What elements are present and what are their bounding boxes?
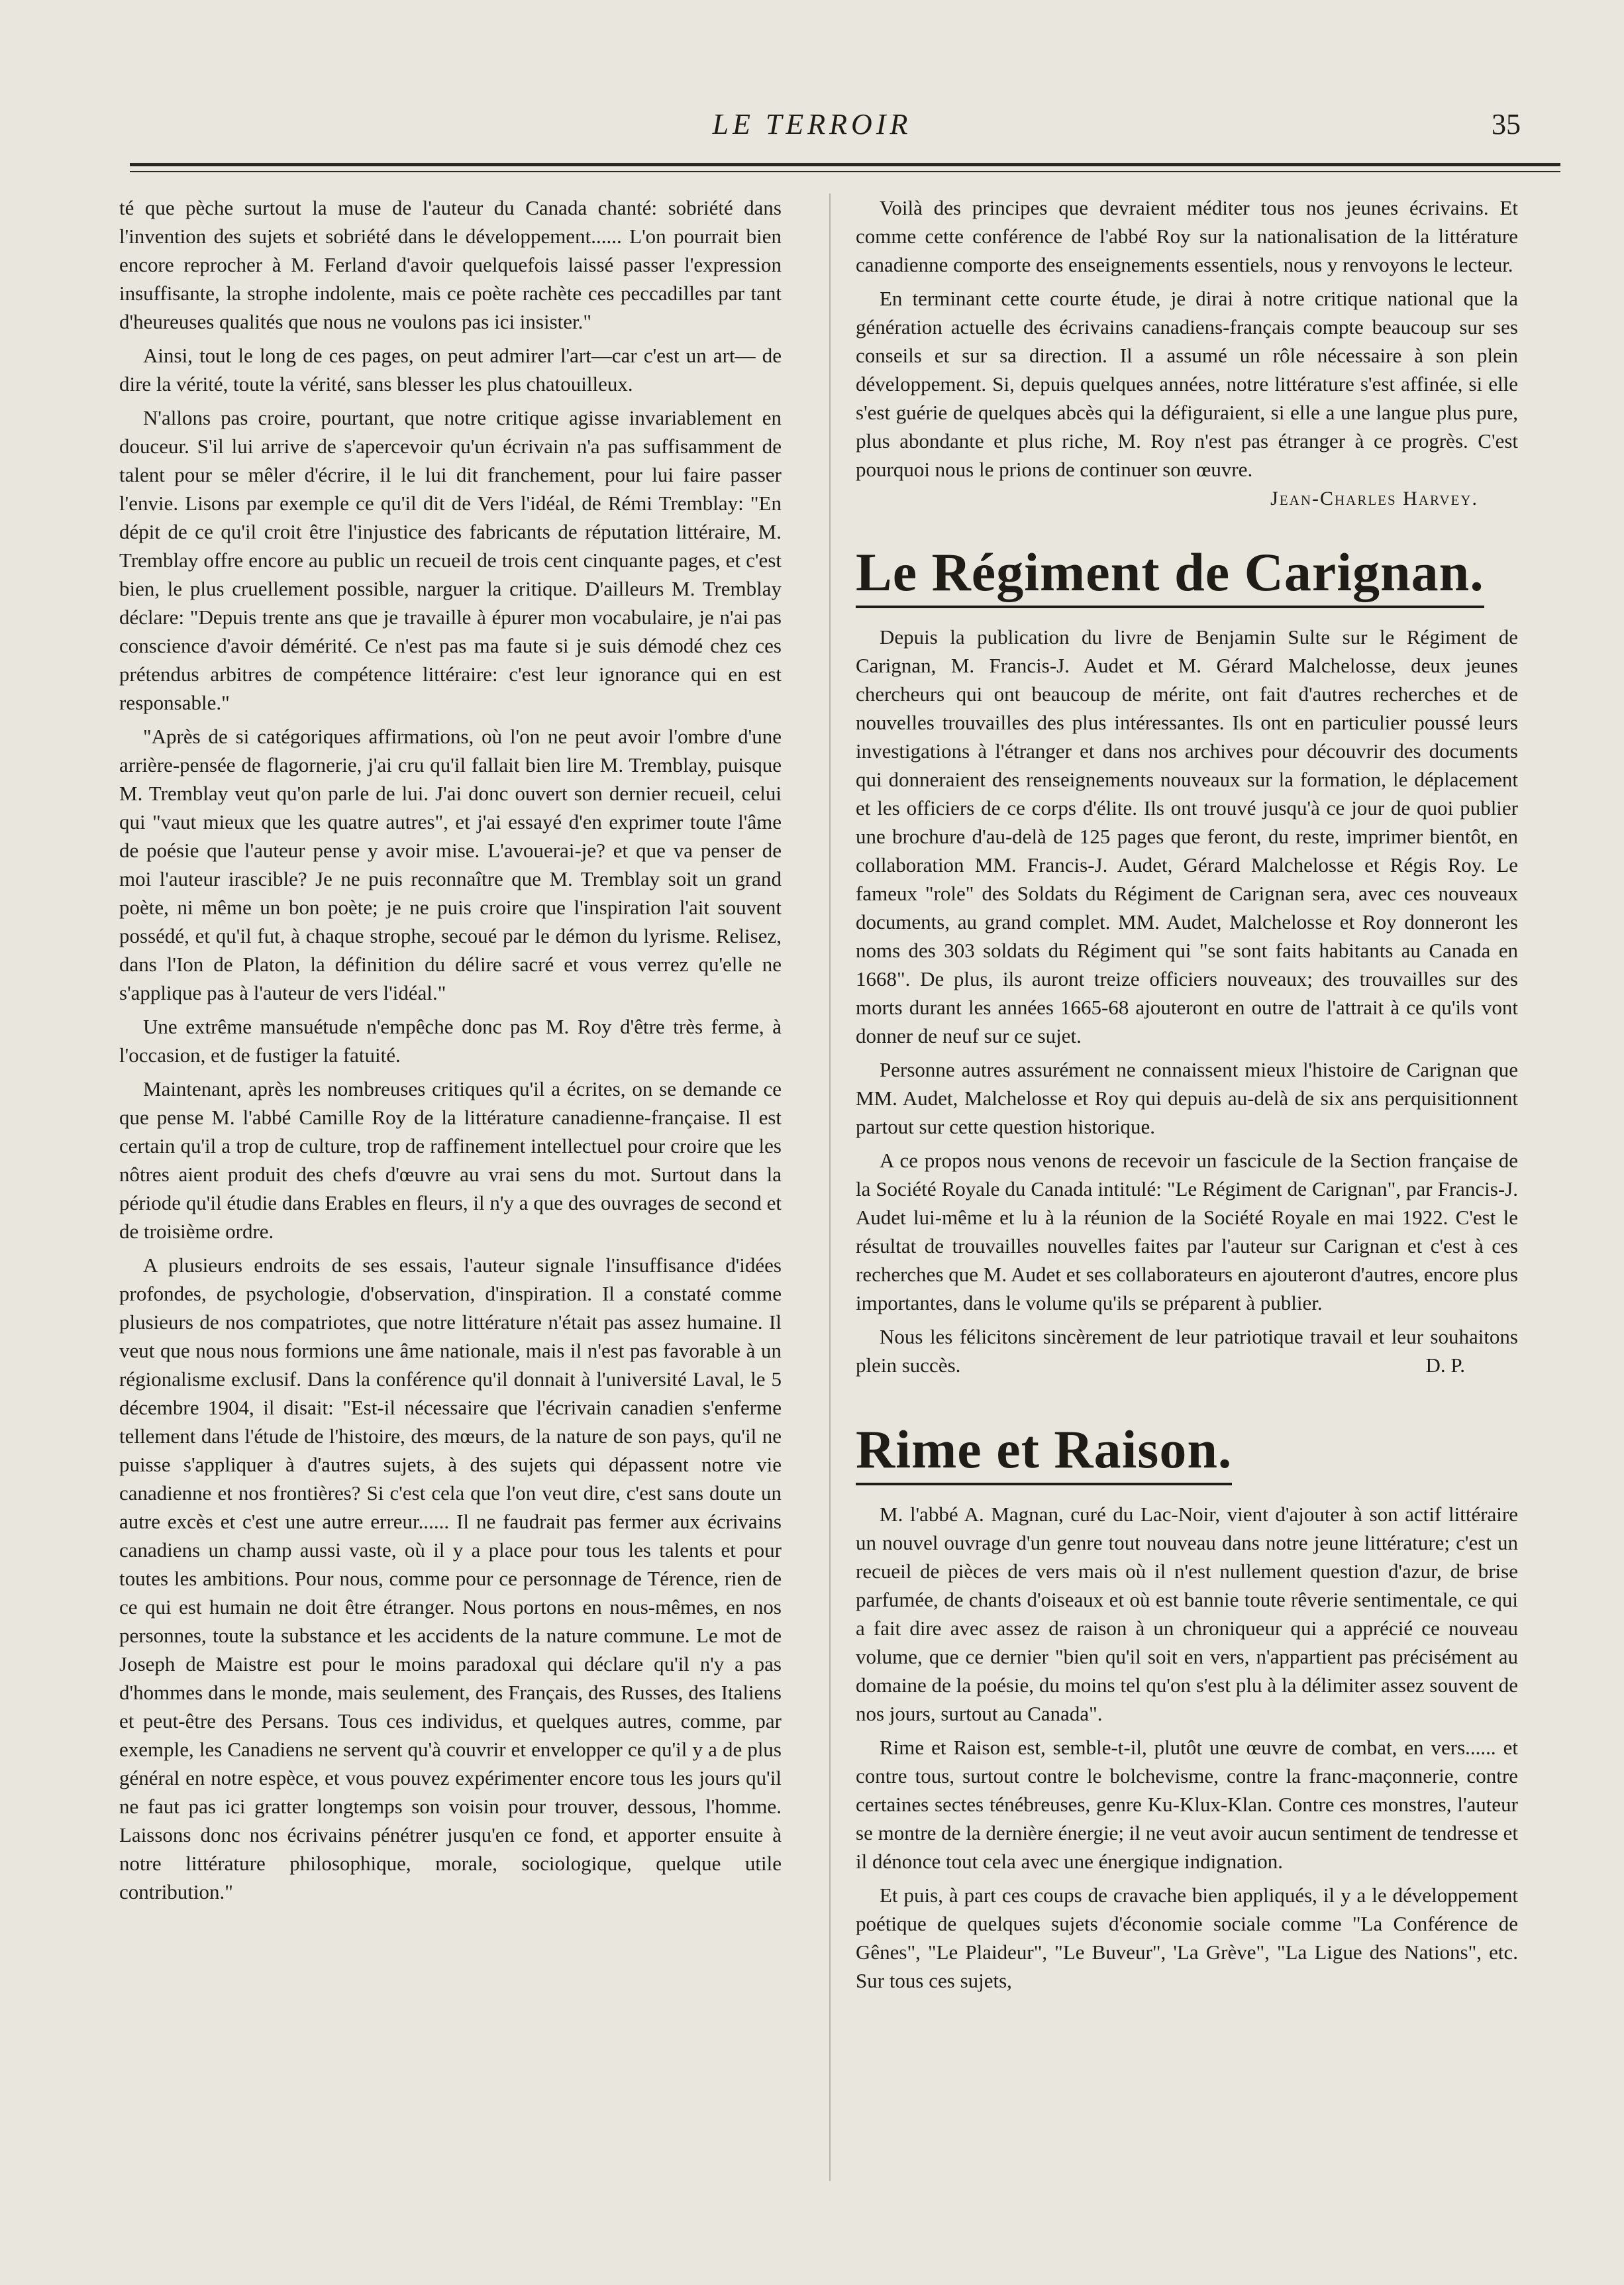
paragraph: M. l'abbé A. Magnan, curé du Lac-Noir, vient d'ajouter à son actif littéraire un nouvel ouvrage d'un genre tout nouveau dans notre jeune littérature; c'est un recueil de pièces de vers mais où il n'est nullement question d'azur, de brise parfumée, de chants d'oiseaux et où est bannie toute rêverie sentimentale, ce qui a fait dire avec assez de raison à un chroniqueur qui a apprécié ce nouveau volume, que ce dernier "bien qu'il soit en vers, n'appartient pas précisément au domaine de la poésie, du moins tel qu'on s'est plu à la délimiter assez souvent de nos jours, surtout au Canada". [856, 1503, 1518, 1725]
running-header [0, 0, 1624, 179]
paragraph-with-signature [856, 1322, 1518, 1379]
column-divider [829, 193, 831, 2181]
paragraph: "Après de si catégoriques affirmations, où l'on ne peut avoir l'ombre d'une arrière-pensée de flagornerie, j'ai cru qu'il fallait bien lire M. Tremblay, puisque M. Tremblay veut qu'on parle de lui. J'ai donc ouvert son dernier recueil, celui qui "vaut mieux que les quatre autres", et j'ai essayé d'en exprimer toute l'âme de poésie que l'auteur pense y avoir mise. L'avouerai-je? et que va penser de moi l'auteur irascible? Je ne puis reconnaître que M. Tremblay soit un grand poète, ni même un bon poète; je ne puis croire que l'inspiration l'ait souvent possédé, et qu'il fut, à chaque strophe, secoué par le démon du lyrisme. Relisez, dans l'Ion de Platon, la définition du délire sacré et vous verrez qu'elle ne s'applique pas à l'auteur de vers l'idéal." [119, 725, 782, 1004]
article-heading-carignan: Le Régiment de Carignan. [856, 541, 1484, 608]
paragraph: Rime et Raison est, semble-t-il, plutôt une œuvre de combat, en vers...... et contre tous, surtout contre le bolchevisme, contre la franc-maçonnerie, contre certaines sectes ténébreuses, genre Ku-Klux-Klan. Contre ces monstres, l'auteur se montre de la dernière énergie; il ne veut avoir aucun sentiment de tendresse et il dénonce tout cela avec une énergique indignation. [856, 1736, 1518, 1873]
article-signature: D. P. [1425, 1354, 1465, 1377]
journal-title: LE TERROIR [712, 108, 912, 140]
paragraph: A plusieurs endroits de ses essais, l'auteur signale l'insuffisance d'idées profondes, de psychologie, d'observation, d'inspiration. Il a constaté comme plusieurs de nos compatriotes, que notre littérature n'était pas assez humaine. Il veut que nous nous formions une âme nationale, mais il n'est pas favorable à un régionalisme exclusif. Dans la conférence qu'il donnait à l'université Laval, le 5 décembre 1904, il disait: "Est-il nécessaire que l'écrivain canadien s'enferme tellement dans l'étude de l'histoire, des mœurs, de la nature de son pays, qu'il ne puisse s'appliquer à d'autres sujets, à des sujets qui dépassent notre vie canadienne et nos frontières? Si c'est cela que l'on veut dire, c'est sans doute un autre excès et c'est une autre erreur...... Il ne faudrait pas fermer aux écrivains canadiens un champ aussi vaste, où il y a place pour tous les talents et pour toutes les ambitions. Pour nous, comme pour ce personnage de Térence, rien de ce qui est humain ne doit être étranger. Nous portons en nous-mêmes, en nos personnes, toute la substance et les accidents de la nature commune. Le mot de Joseph de Maistre est pour le moins paradoxal qui déclare qu'il n'y a pas d'hommes dans le monde, mais seulement, des Français, des Russes, des Italiens et peut-être des Persans. Tous ces individus, et quelques autres, comme, par exemple, les Canadiens ne servent qu'à couvrir et envelopper ce qu'il y a de plus général en notre espèce, et vous pouvez expérimenter encore tous les jours qu'il ne faut pas ici gratter longtemps son voisin pour trouver, dessous, l'homme. Laissons donc nos écrivains pénétrer jusqu'en ce fond, et apporter ensuite à notre littérature philosophique, morale, sociologique, quelque utile contribution." [119, 1253, 782, 1903]
paragraph: Maintenant, après les nombreuses critiques qu'il a écrites, on se demande ce que pense M. l'abbé Camille Roy de la littérature canadienne-française. Il est certain qu'il a trop de culture, trop de raffinement intellectuel pour croire que les nôtres aient produit des chefs d'œuvre au vrai sens du mot. Surtout dans la période qu'il étudie dans Erables en fleurs, il n'y a que des ouvrages de second et de troisième ordre. [119, 1077, 782, 1243]
header-rule-thin [130, 171, 1560, 172]
paragraph: Ainsi, tout le long de ces pages, on peut admirer l'art—car c'est un art— de dire la vérité, toute la vérité, sans blesser les plus chatouilleux. [119, 344, 782, 396]
paragraph: té que pèche surtout la muse de l'auteur du Canada chanté: sobriété dans l'invention des sujets et sobriété dans le développement...... L'on pourrait bien encore reprocher à M. Ferland d'avoir quelquefois laissé passer l'expression insuffisante, la strophe indolente, mais ce poète rachète ces peccadilles par tant d'heureuses qualités que nous ne voulons pas ici insister." [119, 196, 782, 333]
paragraph: Et puis, à part ces coups de cravache bien appliqués, il y a le développement poétique de quelques sujets d'économie sociale comme "La Conférence de Gênes", "Le Plaideur", "Le Buveur", 'La Grève", "La Ligue des Nations", etc. Sur tous ces sujets, [856, 1884, 1518, 1992]
paragraph: Personne autres assurément ne connaissent mieux l'histoire de Carignan que MM. Audet, Malchelosse et Roy qui depuis au-delà de six ans perquisitionnent partout sur cette question historique. [856, 1058, 1518, 1138]
paragraph: En terminant cette courte étude, je dirai à notre critique national que la génération actuelle des écrivains canadiens-français compte beaucoup sur ses conseils et sur sa direction. Il a assumé un rôle nécessaire à son plein développement. Si, depuis quelques années, notre littérature s'est affinée, si elle s'est guérie de quelques abcès qui la défiguraient, si elle a une langue plus pure, plus abondante et plus riche, M. Roy n'est pas étranger à ce progrès. C'est pourquoi nous le prions de continuer son œuvre. [856, 287, 1518, 481]
page-number: 35 [1492, 108, 1521, 140]
header-rule-thick [130, 163, 1560, 166]
paragraph-text: Nous les félicitons sincèrement de leur patriotique travail et leur souhaitons plein succès. [856, 1325, 1518, 1377]
paragraph: Depuis la publication du livre de Benjamin Sulte sur le Régiment de Carignan, M. Francis-J. Audet et M. Gérard Malchelosse, deux jeunes chercheurs qui ont beaucoup de mérite, ont fait d'autres recherches et de nouvelles trouvailles des plus intéressantes. Ils ont en particulier poussé leurs investigations à l'étranger et dans nos archives pour découvrir des documents qui donneraient des renseignements nouveaux sur la formation, le déplacement et les officiers de ce corps d'élite. Ils ont trouvé jusqu'à ce jour de quoi publier une brochure d'au-delà de 125 pages que feront, du reste, imprimer bientôt, en collaboration MM. Francis-J. Audet, Gérard Malchelosse et Régis Roy. Le fameux "role" des Soldats du Régiment de Carignan sera, avec ces nouveaux documents, au grand complet. MM. Audet, Malchelosse et Roy donneront les noms des 303 soldats du Régiment qui "se sont faits habitants au Canada en 1668". De plus, ils auront treize officiers nouveaux; des trouvailles sur des morts durant les années 1665-68 ajouteront en outre de l'attrait à ce qu'ils vont donner de neuf sur ce sujet. [856, 625, 1518, 1047]
paragraph: Une extrême mansuétude n'empêche donc pas M. Roy d'être très ferme, à l'occasion, et de fustiger la fatuité. [119, 1015, 782, 1067]
paragraph: A ce propos nous venons de recevoir un fascicule de la Section française de la Société Royale du Canada intitulé: "Le Régiment de Carignan", par Francis-J. Audet lui-même et lu à la réunion de la Société Royale en mai 1922. C'est le résultat de trouvailles nouvelles faites par l'auteur sur Carignan et c'est à ces recherches que M. Audet et ses collaborateurs en ajouteront d'autres, encore plus importantes, dans le volume qu'ils se préparent à publier. [856, 1149, 1518, 1314]
paragraph: N'allons pas croire, pourtant, que notre critique agisse invariablement en douceur. S'il lui arrive de s'apercevoir qu'un écrivain n'a pas suffisamment de talent pour se mêler d'écrire, il le lui dit franchement, pour lui faire passer l'envie. Lisons par exemple ce qu'il dit de Vers l'idéal, de Rémi Tremblay: "En dépit de ce qu'il croit être l'injustice des fabricants de réputation littéraire, M. Tremblay offre encore au public un recueil de trois cent cinquante pages, et c'est bien, le plus cruellement possible, narguer la critique. D'ailleurs M. Tremblay déclare: "Depuis trente ans que je travaille à épurer mon vocabulaire, je n'ai pas conscience d'avoir démérité. Ce n'est pas ma faute si je suis démodé chez ces prétendus arbitres de compétence littéraire: c'est leur ignorance qui en est responsable." [119, 406, 782, 714]
article-heading-rime-et-raison: Rime et Raison. [856, 1418, 1232, 1485]
left-column [119, 193, 782, 1906]
paragraph: Voilà des principes que devraient méditer tous nos jeunes écrivains. Et comme cette conférence de l'abbé Roy sur la nationalisation de la littérature canadienne comporte des enseignements essentiels, nous y renvoyons le lecteur. [856, 196, 1518, 276]
author-signature: Jean-Charles Harvey. [1270, 488, 1478, 509]
right-column [856, 193, 1518, 1995]
